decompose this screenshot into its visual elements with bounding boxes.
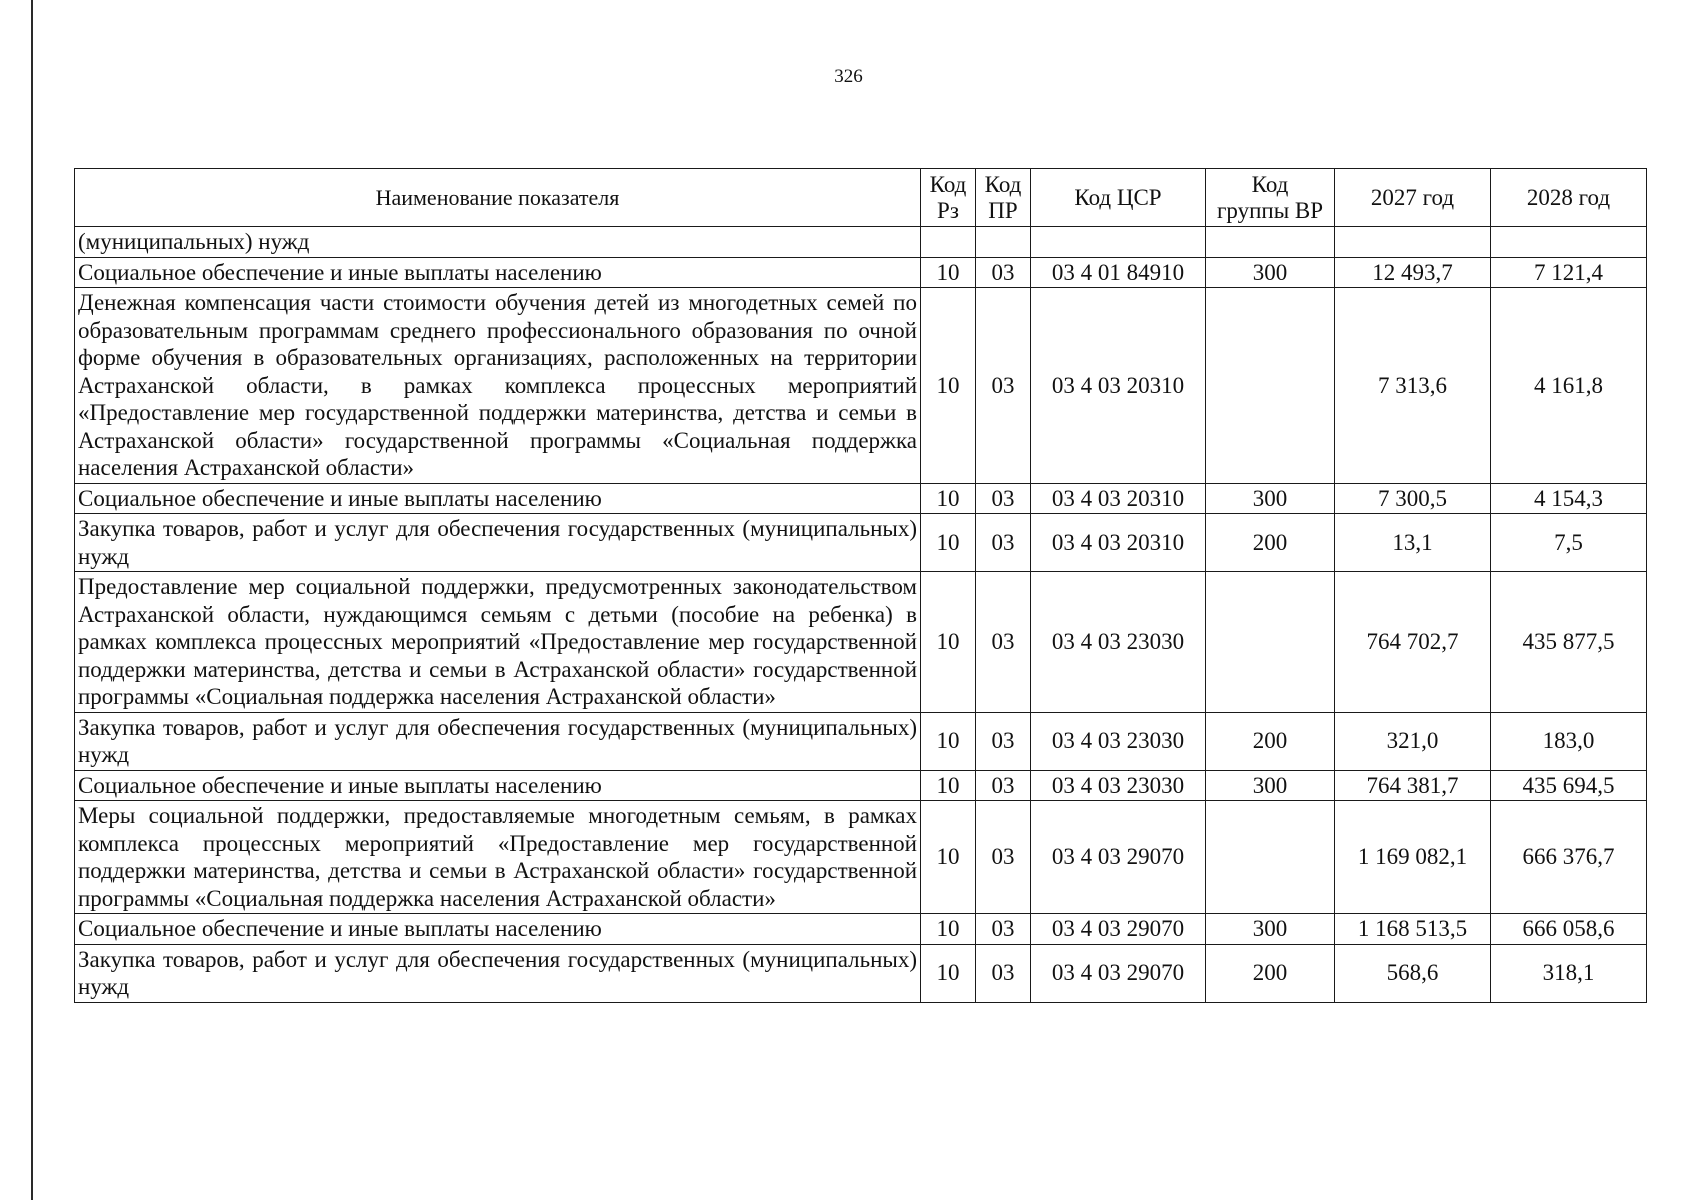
- header-pr-line2: ПР: [988, 197, 1018, 223]
- table-row: [75, 712, 1647, 770]
- row-csr: 03 4 03 20310: [1031, 483, 1206, 514]
- header-name: Наименование показателя: [75, 169, 921, 227]
- row-rz: 10: [921, 944, 976, 1002]
- row-name: Закупка товаров, работ и услуг для обеспечения государственных (муниципальных) нужд: [75, 712, 921, 770]
- row-pr: 03: [976, 770, 1031, 801]
- header-vr: [1206, 169, 1335, 227]
- header-rz-line2: Рз: [937, 197, 959, 223]
- header-rz: [921, 169, 976, 227]
- row-pr: 03: [976, 944, 1031, 1002]
- header-vr-line2: группы ВР: [1216, 197, 1324, 223]
- row-2028: 318,1: [1491, 944, 1647, 1002]
- row-2028: 183,0: [1491, 712, 1647, 770]
- row-vr: 200: [1206, 712, 1335, 770]
- row-2027: 1 168 513,5: [1335, 914, 1491, 945]
- header-rz-line1: Код: [929, 171, 967, 197]
- header-pr: [976, 169, 1031, 227]
- row-2028: 4 161,8: [1491, 288, 1647, 484]
- row-name: Закупка товаров, работ и услуг для обеспечения государственных (муниципальных) нужд: [75, 514, 921, 572]
- row-2027: 13,1: [1335, 514, 1491, 572]
- row-csr: 03 4 03 23030: [1031, 572, 1206, 713]
- row-vr: [1206, 801, 1335, 914]
- row-csr: 03 4 03 20310: [1031, 514, 1206, 572]
- row-pr: 03: [976, 483, 1031, 514]
- row-2028: 435 694,5: [1491, 770, 1647, 801]
- row-rz: 10: [921, 257, 976, 288]
- row-vr: 300: [1206, 914, 1335, 945]
- header-vr-line1: Код: [1251, 171, 1289, 197]
- table-row: [75, 572, 1647, 713]
- row-2028: 666 376,7: [1491, 801, 1647, 914]
- row-pr: 03: [976, 572, 1031, 713]
- row-vr: 200: [1206, 514, 1335, 572]
- row-2027: 12 493,7: [1335, 257, 1491, 288]
- row-csr: 03 4 03 29070: [1031, 944, 1206, 1002]
- row-csr: 03 4 01 84910: [1031, 257, 1206, 288]
- row-csr: [1031, 227, 1206, 258]
- row-rz: 10: [921, 770, 976, 801]
- row-pr: 03: [976, 514, 1031, 572]
- row-vr: 300: [1206, 483, 1335, 514]
- row-pr: [976, 227, 1031, 258]
- header-2027: 2027 год: [1335, 169, 1491, 227]
- row-rz: 10: [921, 514, 976, 572]
- row-name: Социальное обеспечение и иные выплаты населению: [75, 483, 921, 514]
- row-vr: 300: [1206, 257, 1335, 288]
- table-row: [75, 801, 1647, 914]
- row-rz: [921, 227, 976, 258]
- row-2028: 666 058,6: [1491, 914, 1647, 945]
- row-rz: 10: [921, 572, 976, 713]
- row-2027: 1 169 082,1: [1335, 801, 1491, 914]
- table-row: [75, 514, 1647, 572]
- table-header: [75, 169, 1647, 227]
- row-csr: 03 4 03 29070: [1031, 914, 1206, 945]
- row-pr: 03: [976, 257, 1031, 288]
- row-2027: 764 702,7: [1335, 572, 1491, 713]
- row-name: Предоставление мер социальной поддержки, предусмотренных законодательством Астраханской области, нуждающимся семьям с детьми (пособие на ребенка) в рамках комплекса процессных мероприятий «Предоставление мер государственной поддержки материнства, детства и семьи в Астраханской области» государственной программы «Социальная поддержка населения Астраханской области»: [75, 572, 921, 713]
- table-body: [75, 227, 1647, 1003]
- table-row: [75, 770, 1647, 801]
- page-margin-line: [31, 0, 33, 1200]
- header-csr: Код ЦСР: [1031, 169, 1206, 227]
- table-row: [75, 483, 1647, 514]
- table-row: [75, 257, 1647, 288]
- row-2027: 7 300,5: [1335, 483, 1491, 514]
- row-csr: 03 4 03 29070: [1031, 801, 1206, 914]
- row-2028: [1491, 227, 1647, 258]
- row-vr: [1206, 288, 1335, 484]
- budget-table: [74, 168, 1647, 1003]
- row-2027: [1335, 227, 1491, 258]
- row-2028: 435 877,5: [1491, 572, 1647, 713]
- row-pr: 03: [976, 914, 1031, 945]
- table-row: [75, 944, 1647, 1002]
- row-2028: 4 154,3: [1491, 483, 1647, 514]
- row-name: (муниципальных) нужд: [75, 227, 921, 258]
- table-row: [75, 227, 1647, 258]
- table-row: [75, 914, 1647, 945]
- row-name: Закупка товаров, работ и услуг для обеспечения государственных (муниципальных) нужд: [75, 944, 921, 1002]
- row-csr: 03 4 03 23030: [1031, 712, 1206, 770]
- row-pr: 03: [976, 712, 1031, 770]
- row-2027: 321,0: [1335, 712, 1491, 770]
- row-name: Денежная компенсация части стоимости обучения детей из многодетных семей по образовательным программам среднего профессионального образования по очной форме обучения в образовательных организациях, расположенных на территории Астраханской области, в рамках комплекса процессных мероприятий «Предоставление мер государственной поддержки материнства, детства и семьи в Астраханской области» государственной программы «Социальная поддержка населения Астраханской области»: [75, 288, 921, 484]
- row-vr: 200: [1206, 944, 1335, 1002]
- row-2027: 568,6: [1335, 944, 1491, 1002]
- row-name: Меры социальной поддержки, предоставляемые многодетным семьям, в рамках комплекса процессных мероприятий «Предоставление мер государственной поддержки материнства, детства и семьи в Астраханской области» государственной программы «Социальная поддержка населения Астраханской области»: [75, 801, 921, 914]
- row-rz: 10: [921, 483, 976, 514]
- header-pr-line1: Код: [984, 171, 1022, 197]
- row-2028: 7,5: [1491, 514, 1647, 572]
- row-rz: 10: [921, 914, 976, 945]
- page-number: 326: [834, 66, 863, 87]
- header-row: [75, 169, 1647, 227]
- row-name: Социальное обеспечение и иные выплаты населению: [75, 914, 921, 945]
- row-rz: 10: [921, 801, 976, 914]
- row-rz: 10: [921, 712, 976, 770]
- row-csr: 03 4 03 20310: [1031, 288, 1206, 484]
- table-row: [75, 288, 1647, 484]
- row-rz: 10: [921, 288, 976, 484]
- row-pr: 03: [976, 801, 1031, 914]
- row-2027: 764 381,7: [1335, 770, 1491, 801]
- row-vr: [1206, 572, 1335, 713]
- row-pr: 03: [976, 288, 1031, 484]
- row-name: Социальное обеспечение и иные выплаты населению: [75, 257, 921, 288]
- row-2027: 7 313,6: [1335, 288, 1491, 484]
- row-vr: [1206, 227, 1335, 258]
- row-2028: 7 121,4: [1491, 257, 1647, 288]
- header-2028: 2028 год: [1491, 169, 1647, 227]
- row-vr: 300: [1206, 770, 1335, 801]
- row-csr: 03 4 03 23030: [1031, 770, 1206, 801]
- row-name: Социальное обеспечение и иные выплаты населению: [75, 770, 921, 801]
